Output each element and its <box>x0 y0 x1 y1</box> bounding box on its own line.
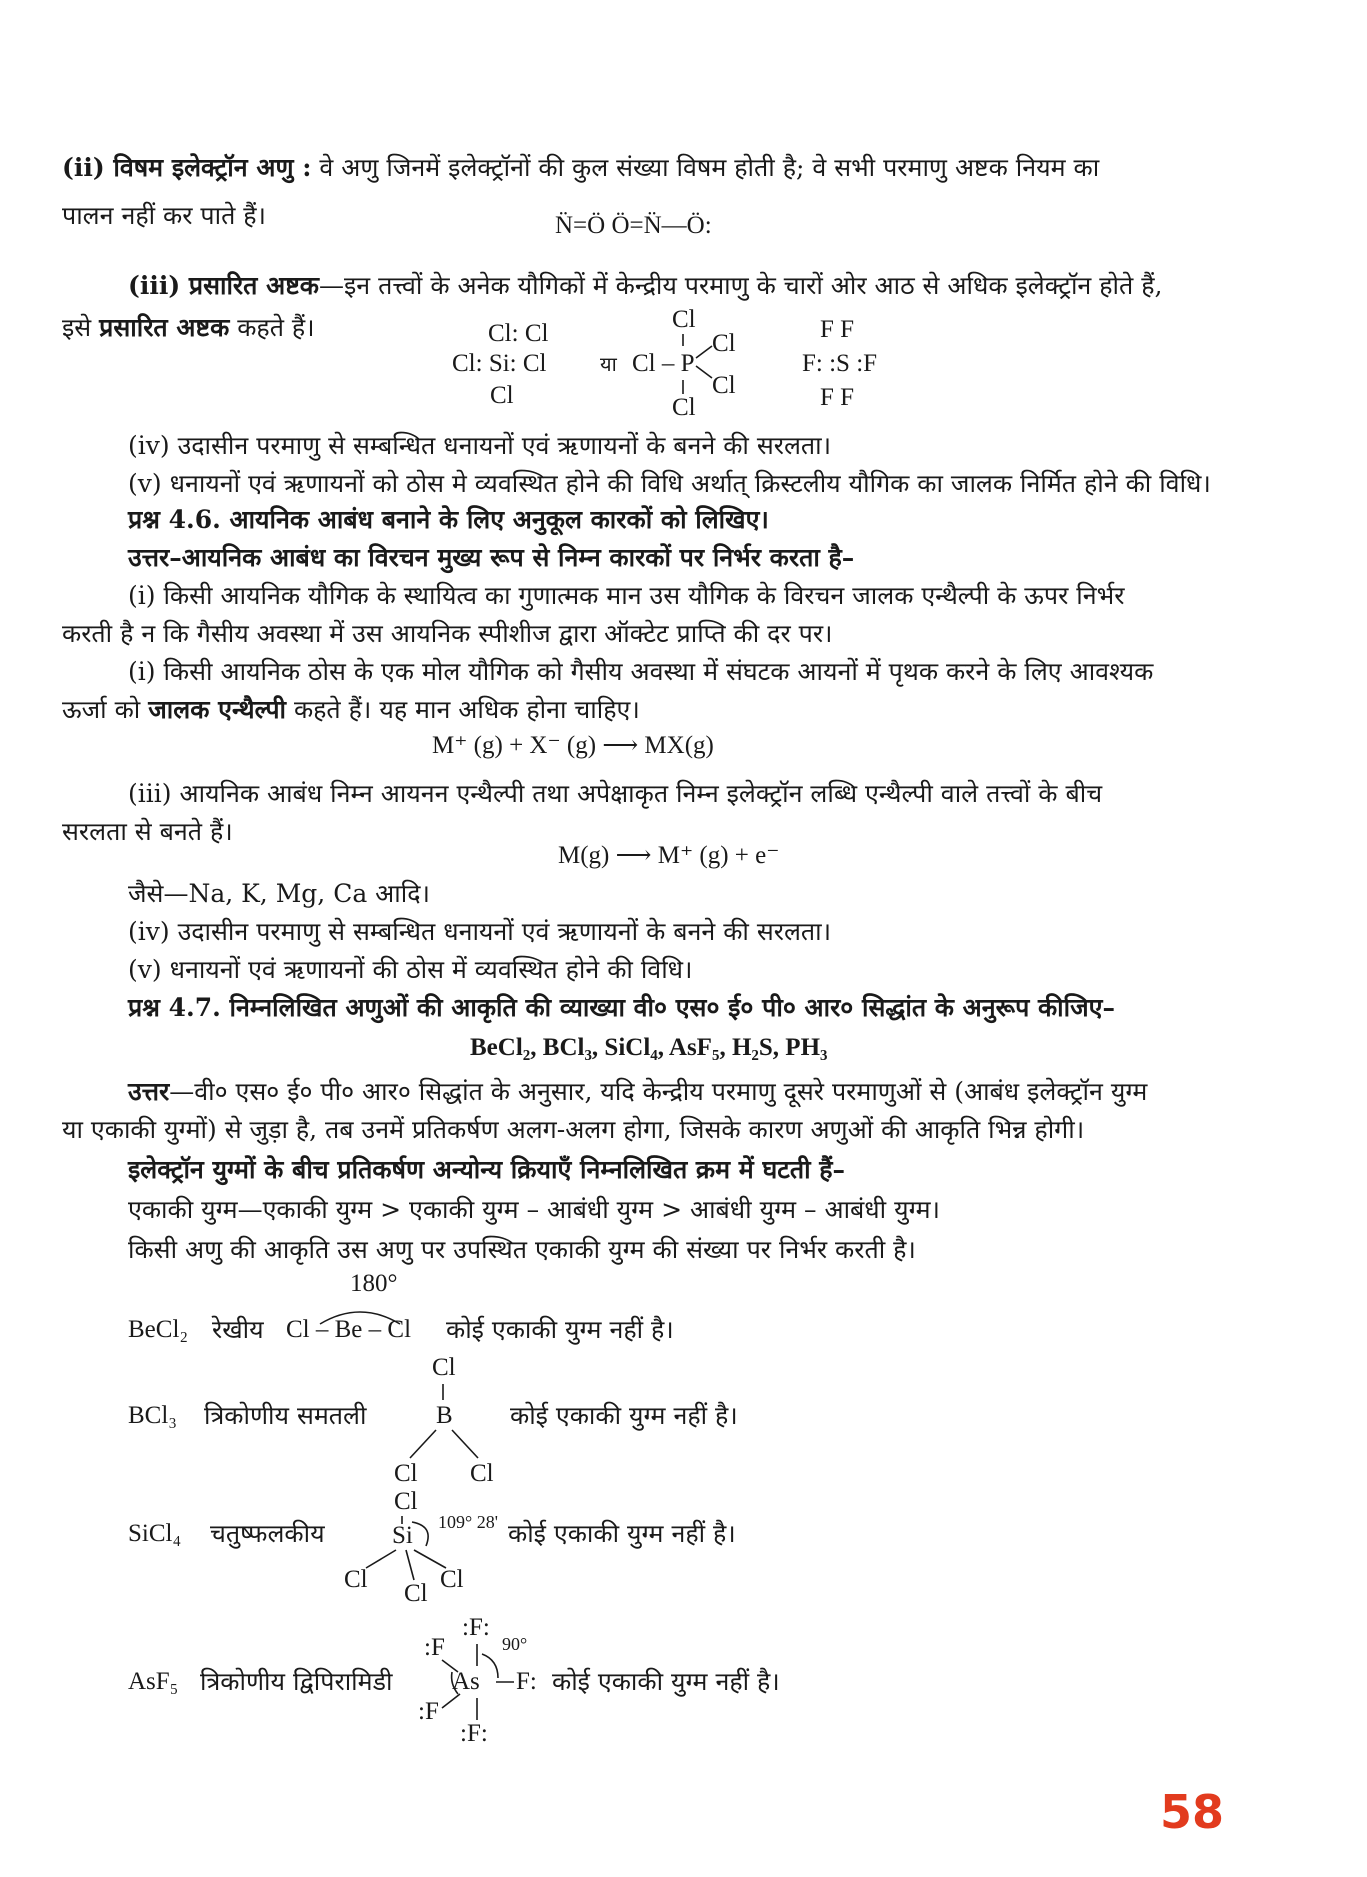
question-4-7: प्रश्न 4.7. निम्नलिखित अणुओं की आकृति की व्याख्या वी० एस० ई० पी० आर० सिद्धांत के अनुरूप कीजिए– <box>128 993 1116 1022</box>
sicl4b-cl-right: Cl <box>440 1566 464 1593</box>
answer-4-6-i-line1: (i) किसी आयनिक यौगिक के स्थायित्व का गुणात्मक मान उस यौगिक के विरचन जालक एन्थैल्पी के ऊपर निर्भर <box>128 581 1125 610</box>
answer-4-7-line4: एकाकी युग्म—एकाकी युग्म > एकाकी युग्म – आबंधी युग्म > आबंधी युग्म – आबंधी युग्म। <box>128 1195 941 1224</box>
sicl4-dot-bot: Cl <box>490 382 514 409</box>
pcl5-r1: Cl <box>712 330 736 357</box>
page-number: 58 <box>1160 1785 1225 1839</box>
bold-term: जालक एन्थैल्पी <box>148 695 286 724</box>
answer-4-6-ii-line2 <box>62 692 640 728</box>
asf5-f-right: F: <box>516 1668 537 1695</box>
line-iv-a: (iv) उदासीन परमाणु से सम्बन्धित धनायनों एवं ऋणायनों के बनने की सरलता। <box>128 431 832 460</box>
bcl3-cl-right: Cl <box>470 1460 494 1487</box>
answer-4-7-line1 <box>128 1074 1147 1110</box>
asf5-f-bottom: :F: <box>460 1720 488 1747</box>
pcl5-mid: Cl – P <box>632 350 695 377</box>
text-fragment: इसे <box>62 313 100 342</box>
text-fragment: कहते हैं। यह मान अधिक होना चाहिए। <box>286 695 640 724</box>
para-expanded-octet <box>128 268 1162 304</box>
answer-4-6-intro: उत्तर–आयनिक आबंध का विरचन मुख्य रूप से निम्न कारकों पर निर्भर करता है– <box>128 543 855 572</box>
question-4-7-molecules: BeCl₂, BCl₃, SiCl₄, AsF₅, H₂S, PH₃ <box>470 1034 828 1061</box>
becl2-shape: रेखीय <box>212 1315 264 1344</box>
sicl4b-name: SiCl₄ <box>128 1520 182 1547</box>
text-fragment: कहते हैं। <box>229 313 315 342</box>
sicl4b-si: Si <box>392 1522 413 1549</box>
para-expanded-octet-line2 <box>62 310 315 346</box>
bold-term: प्रसारित अष्टक <box>99 313 230 342</box>
sicl4-dot-top: Cl: Cl <box>488 320 549 347</box>
sicl4b-cl-left: Cl <box>344 1566 368 1593</box>
bcl3-cl-left: Cl <box>394 1460 418 1487</box>
becl2-structure: Cl – Be – Cl <box>286 1316 412 1343</box>
asf5-f-upper-left: :F <box>424 1634 445 1661</box>
asf5-no-lone-pair: कोई एकाकी युग्म नहीं है। <box>552 1667 780 1696</box>
sicl4b-angle: 109° 28' <box>438 1512 498 1532</box>
sf4-bot: F F <box>820 384 855 411</box>
sicl4b-cl-top: Cl <box>394 1488 418 1515</box>
para-odd-electron-title: (ii) विषम इलेक्ट्रॉन अणु : <box>62 153 312 182</box>
bcl3-cl-top: Cl <box>432 1354 456 1381</box>
odd-electron-structures: N̈=Ö Ö=N̈—Ö: <box>555 212 712 239</box>
text-fragment: ऊर्जा को <box>62 695 149 724</box>
para-odd-electron-text: वे अणु जिनमें इलेक्ट्रॉनों की कुल संख्या विषम होती है; वे सभी परमाणु अष्टक नियम का <box>311 153 1100 182</box>
asf5-as: As <box>452 1668 480 1695</box>
line-v-b: (v) धनायनों एवं ऋणायनों की ठोस में व्यवस्थित होने की विधि। <box>128 955 693 984</box>
sicl4-dot-mid: Cl: Si: Cl <box>452 350 547 377</box>
bcl3-boron: B <box>436 1402 453 1429</box>
equation-ionization: M(g) ⟶ M⁺ (g) + e⁻ <box>558 842 780 869</box>
examples-line: जैसे—Na, K, Mg, Ca आदि। <box>128 879 430 908</box>
bcl3-shape: त्रिकोणीय समतली <box>204 1401 367 1430</box>
asf5-shape: त्रिकोणीय द्विपिरामिडी <box>200 1667 393 1696</box>
text-fragment: —वी० एस० ई० पी० आर० सिद्धांत के अनुसार, यदि केन्द्रीय परमाणु दूसरे परमाणुओं से (आबंध इलेक्ट्रॉन युग्म <box>169 1077 1148 1106</box>
sicl4b-shape: चतुष्फलकीय <box>210 1519 325 1548</box>
para-expanded-octet-title: (iii) प्रसारित अष्टक <box>128 271 320 300</box>
para-expanded-octet-text: —इन तत्त्वों के अनेक यौगिकों में केन्द्रीय परमाणु के चारों ओर आठ से अधिक इलेक्ट्रॉन होते हैं, <box>319 271 1163 300</box>
ya-word: या <box>600 354 617 376</box>
question-4-6: प्रश्न 4.6. आयनिक आबंध बनाने के लिए अनुकूल कारकों को लिखिए। <box>128 505 769 534</box>
line-iv-b: (iv) उदासीन परमाणु से सम्बन्धित धनायनों एवं ऋणायनों के बनने की सरलता। <box>128 917 832 946</box>
asf5-angle: 90° <box>502 1634 528 1654</box>
answer-4-6-iii-line2: सरलता से बनते हैं। <box>62 817 233 846</box>
asf5-name: AsF₅ <box>128 1668 179 1695</box>
sicl4b-no-lone-pair: कोई एकाकी युग्म नहीं है। <box>508 1519 736 1548</box>
answer-4-6-i-line2: करती है न कि गैसीय अवस्था में उस आयनिक स्पीशीज द्वारा ऑक्टेट प्राप्ति की दर पर। <box>62 619 833 648</box>
bcl3-name: BCl₃ <box>128 1402 178 1429</box>
becl2-name: BeCl₂ <box>128 1316 189 1343</box>
sicl4b-cl-mid: Cl <box>404 1580 428 1607</box>
answer-4-7-line2: या एकाकी युग्मों) से जुड़ा है, तब उनमें प्रतिकर्षण अलग-अलग होगा, जिसके कारण अणुओं की आकृति भिन्न होगी। <box>62 1115 1085 1144</box>
pcl5-top: Cl <box>672 306 696 333</box>
answer-4-7-line5: किसी अणु की आकृति उस अणु पर उपस्थित एकाकी युग्म की संख्या पर निर्भर करती है। <box>128 1235 916 1264</box>
para-odd-electron-line2: पालन नहीं कर पाते हैं। <box>62 201 267 230</box>
equation-lattice: M⁺ (g) + X⁻ (g) ⟶ MX(g) <box>432 732 714 759</box>
answer-4-7-line3: इलेक्ट्रॉन युग्मों के बीच प्रतिकर्षण अन्योन्य क्रियाएँ निम्नलिखित क्रम में घटती हैं– <box>128 1155 846 1184</box>
para-odd-electron <box>62 150 1282 186</box>
sf4-top: F F <box>820 316 855 343</box>
becl2-angle: 180° <box>350 1270 398 1297</box>
becl2-no-lone-pair: कोई एकाकी युग्म नहीं है। <box>446 1315 674 1344</box>
answer-4-6-ii-line1: (i) किसी आयनिक ठोस के एक मोल यौगिक को गैसीय अवस्था में संघटक आयनों में पृथक करने के लिए आवश्यक <box>128 657 1154 686</box>
answer-label: उत्तर <box>128 1077 170 1106</box>
line-v-a: (v) धनायनों एवं ऋणायनों को ठोस मे व्यवस्थित होने की विधि अर्थात् क्रिस्टलीय यौगिक का जालक निर्मित होने की विधि। <box>128 469 1211 498</box>
asf5-f-lower-left: :F <box>418 1698 439 1725</box>
pcl5-r2: Cl <box>712 372 736 399</box>
asf5-f-top: :F: <box>462 1614 490 1641</box>
sf4-mid: F: :S :F <box>802 350 878 377</box>
bcl3-no-lone-pair: कोई एकाकी युग्म नहीं है। <box>510 1401 738 1430</box>
pcl5-bot: Cl <box>672 394 696 421</box>
answer-4-6-iii-line1: (iii) आयनिक आबंध निम्न आयनन एन्थैल्पी तथा अपेक्षाकृत निम्न इलेक्ट्रॉन लब्धि एन्थैल्पी वाले तत्त्वों के बीच <box>128 779 1103 808</box>
